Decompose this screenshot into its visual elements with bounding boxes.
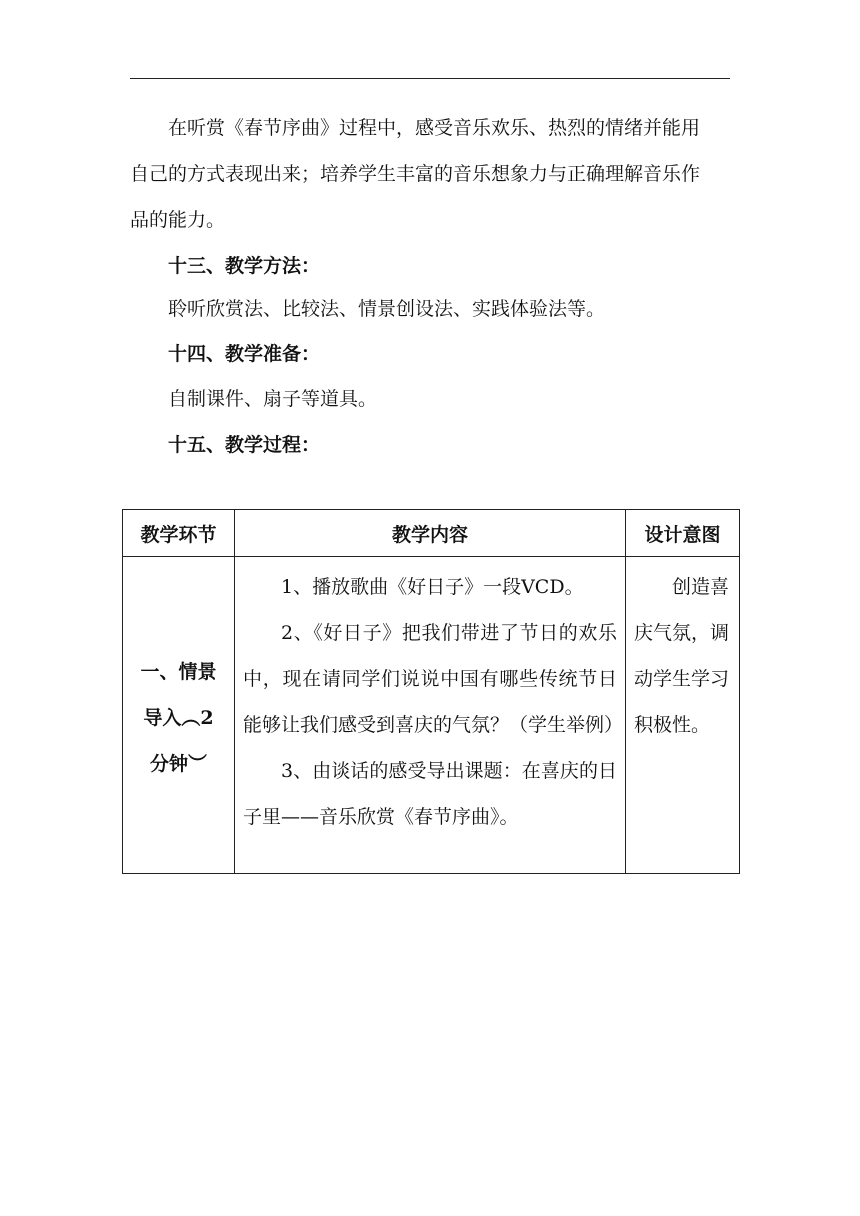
content-step-1: 1、播放歌曲《好日子》一段VCD。 <box>281 576 584 598</box>
header-rule <box>130 78 730 79</box>
goal-line-3: 品的能力。 <box>130 209 226 231</box>
purpose-cell <box>626 557 740 874</box>
table-row <box>123 557 740 874</box>
header-content: 教学内容 <box>235 510 626 557</box>
prep-heading: 十四、教学准备： <box>168 343 321 365</box>
prep-text: 自制课件、扇子等道具。 <box>168 388 378 410</box>
header-stage: 教学环节 <box>123 510 235 557</box>
purpose-text: 创造喜庆气氛，调动学生学习积极性。 <box>634 576 730 736</box>
content-cell <box>235 557 626 874</box>
method-text: 聆听欣赏法、比较法、情景创设法、实践体验法等。 <box>168 298 606 320</box>
content-step-2: 2、《好日子》把我们带进了节日的欢乐中，现在请同学们说说中国有哪些传统节日能够让我们感受到喜庆的气氛？（学生举例） <box>243 622 624 736</box>
table-header-row <box>123 510 740 557</box>
lesson-process-table <box>122 509 740 874</box>
process-heading: 十五、教学过程： <box>168 434 321 456</box>
content-step-3: 3、由谈话的感受导出课题：在喜庆的日子里——音乐欣赏《春节序曲》。 <box>243 760 617 828</box>
stage-label: 一、情景导入︵2分钟︶ <box>140 661 217 775</box>
goal-line-2: 自己的方式表现出来；培养学生丰富的音乐想象力与正确理解音乐作 <box>130 163 701 185</box>
goal-line-1: 在听赏《春节序曲》过程中，感受音乐欢乐、热烈的情绪并能用 <box>168 117 701 139</box>
stage-cell <box>123 557 235 874</box>
method-heading: 十三、教学方法： <box>168 255 321 277</box>
header-purpose: 设计意图 <box>626 510 740 557</box>
